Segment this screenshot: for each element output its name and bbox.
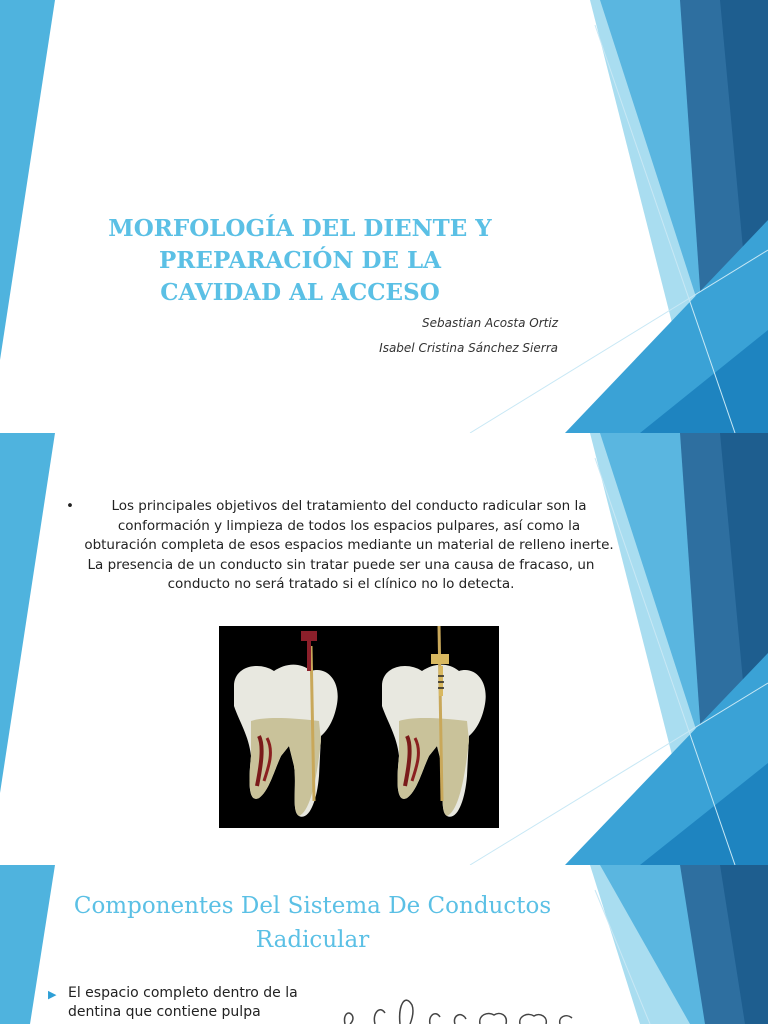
objectives-bullet: Los principales objetivos del tratamiento del conducto radicular son la conformación y limpieza de todos los espacios pulpares, así como la obturación completa de esos espacios mediante un material de relleno inerte. (84, 498, 614, 553)
tooth-endodontic-image (219, 626, 499, 828)
bullet-symbol: • (66, 498, 74, 514)
components-bullet (48, 984, 298, 1022)
author-name: Sebastian Acosta Ortiz (421, 316, 558, 330)
slide-title-heading: MORFOLOGÍA DEL DIENTE Y PREPARACIÓN DE LA CAVIDAD AL ACCESO (108, 215, 492, 306)
left-triangle-decoration (0, 0, 55, 360)
left-triangle-decoration (0, 433, 55, 793)
slide-title (0, 0, 768, 433)
author-name: Isabel Cristina Sánchez Sierra (379, 341, 558, 355)
tooth-illustration (219, 626, 499, 828)
components-bullet-text: El espacio completo dentro de la dentina que contiene pulpa (68, 985, 298, 1020)
objectives-text (66, 497, 616, 595)
components-title: Componentes Del Sistema De Conductos Radicular (73, 893, 552, 953)
objectives-paragraph: La presencia de un conducto sin tratar puede ser una causa de fracaso, un conducto no será tratado si el clínico no lo detecta. (87, 556, 595, 592)
arrow-bullet-icon: ▶ (48, 988, 57, 1001)
left-triangle-decoration (0, 865, 55, 1024)
